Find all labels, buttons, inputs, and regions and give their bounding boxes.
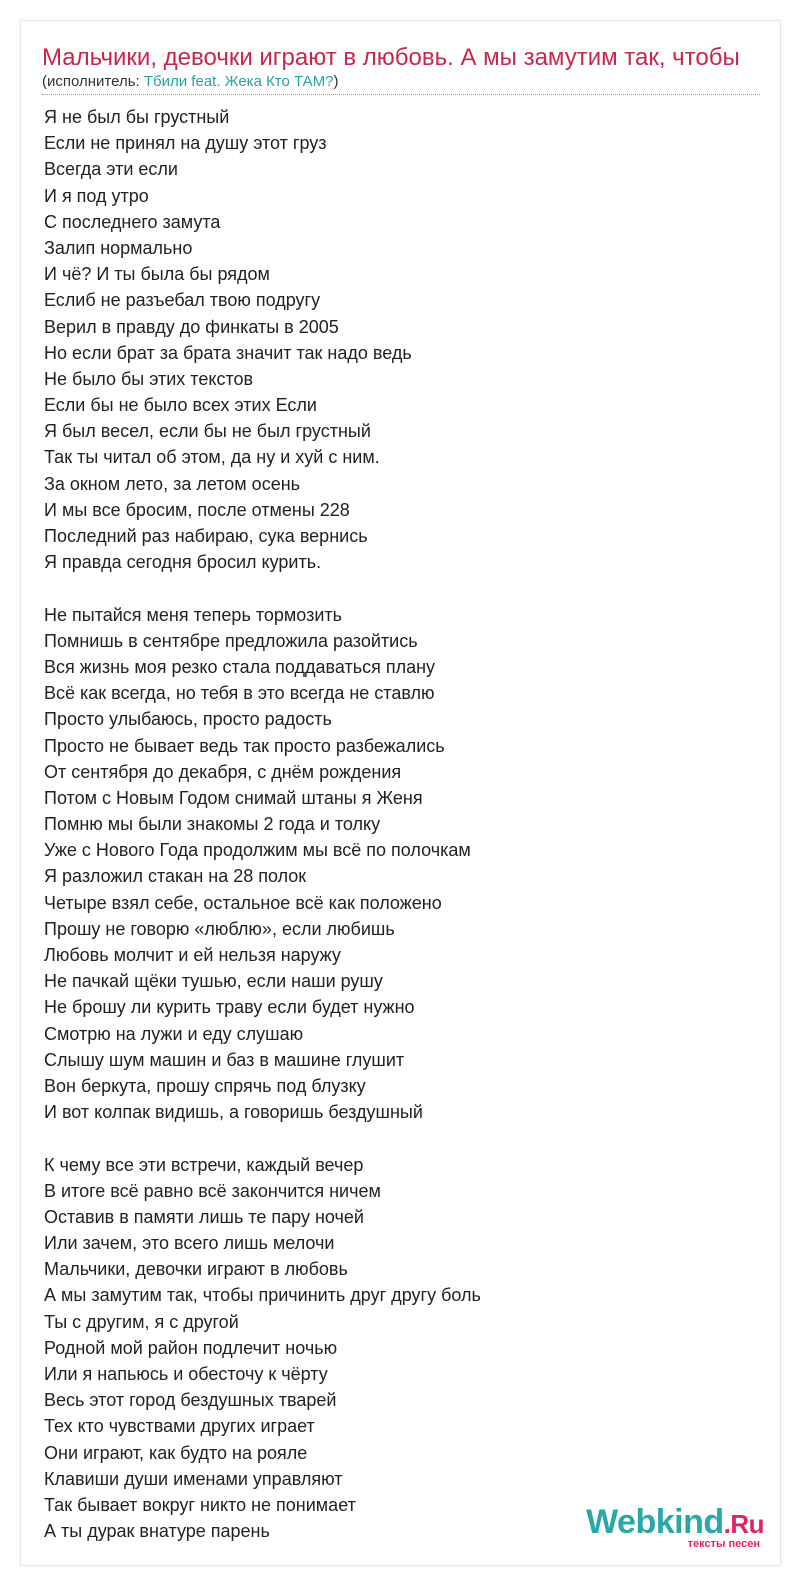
lyric-line: Четыре взял себе, остальное всё как положено [44,892,442,913]
lyric-line: Еслиб не разъебал твою подругу [44,290,321,311]
lyric-line: Родной мой район подлечит ночью [44,1337,338,1358]
lyric-line: Всегда эти если [44,159,178,180]
lyric-line: Не брошу ли курить траву если будет нужно [44,997,415,1018]
lyric-line: А мы замутим так, чтобы причинить друг другу боль [44,1285,481,1306]
lyric-line: В итоге всё равно всё закончится ничем [44,1180,381,1201]
lyric-line: Клавиши души именами управляют [44,1468,343,1489]
lyric-line: И вот колпак видишь, а говоришь бездушный [44,1102,423,1123]
lyric-line: Всё как всегда, но тебя в это всегда не ставлю [44,683,435,704]
lyric-line: А ты дурак внатуре парень [44,1521,270,1542]
lyrics-body [44,104,744,1544]
lyric-line: Просто не бывает ведь так просто разбежались [44,735,445,756]
lyric-line: Или я напьюсь и обесточу к чёрту [44,1364,328,1384]
artist-line [42,73,339,91]
lyric-line: Прошу не говорю «люблю», если любишь [44,918,395,939]
lyric-line: От сентября до декабря, с днём рождения [44,761,402,782]
lyric-line: К чему все эти встречи, каждый вечер [44,1154,364,1175]
lyric-line: И я под утро [44,185,149,206]
lyric-line: Так ты читал об этом, да ну и хуй с ним. [44,447,380,468]
lyric-line: Но если брат за брата значит так надо ведь [44,342,412,363]
lyric-line: Весь этот город бездушных тварей [44,1390,337,1411]
lyric-line: Я разложил стакан на 28 полок [44,866,307,887]
title-divider [42,94,760,95]
lyric-line: Я был весел, если бы не был грустный [44,421,371,442]
lyric-line: Не пачкай щёки тушью, если наши рушу [44,971,383,992]
lyric-line: Не пытайся меня теперь тормозить [44,604,343,625]
lyric-line: Любовь молчит и ей нельзя наружу [44,945,341,965]
logo-brand-main: Webkind [586,1503,724,1541]
lyric-line: Смотрю на лужи и еду слушаю [44,1023,304,1044]
lyric-line: Если бы не было всех этих Если [44,395,317,416]
song-title: Мальчики, девочки играют в любовь. А мы замутим так, чтобы [42,44,740,71]
lyric-line: И чё? И ты была бы рядом [44,264,270,285]
lyric-line: Залип нормально [44,237,193,258]
lyric-line: Так бывает вокруг никто не понимает [44,1494,356,1515]
logo-tagline: тексты песен [687,1538,760,1550]
lyric-line: Они играют, как будто на рояле [44,1442,308,1463]
logo-brand-tld: .Ru [723,1509,764,1539]
lyric-line: Ты с другим, я с другой [44,1311,239,1332]
lyric-line: Не было бы этих текстов [44,368,254,389]
lyric-line: С последнего замута [44,211,221,232]
lyric-line: Просто улыбаюсь, просто радость [44,709,332,730]
lyric-line: Потом с Новым Годом снимай штаны я Женя [44,787,423,808]
lyric-line: И мы все бросим, после отмены 228 [44,499,350,520]
lyric-line: Я не был бы грустный [44,107,230,127]
lyric-line: За окном лето, за летом осень [44,473,301,494]
lyric-line: Вон беркута, прошу спрячь под блузку [44,1075,366,1096]
lyric-line: Уже с Нового Года продолжим мы всё по полочкам [44,840,471,861]
lyric-line: Оставив в памяти лишь те пару ночей [44,1206,364,1227]
lyric-line: Я правда сегодня бросил курить. [44,552,322,573]
stanza-gap [44,1125,744,1151]
lyric-line: Или зачем, это всего лишь мелочи [44,1233,335,1254]
site-logo[interactable] [586,1504,764,1550]
lyric-line: Последний раз набираю, сука вернись [44,526,368,546]
lyric-line: Помню мы были знакомы 2 года и толку [44,814,381,835]
artist-prefix: (исполнитель: [42,73,144,90]
artist-suffix: ) [333,73,339,90]
lyric-line: Слышу шум машин и баз в машине глушит [44,1049,405,1070]
artist-link[interactable]: Тбили feat. Жека Кто ТАМ? [143,73,334,90]
lyric-line: Мальчики, девочки играют в любовь [44,1259,348,1280]
lyric-line: Если не принял на душу этот груз [44,133,327,154]
lyric-line: Вся жизнь моя резко стала поддаваться плану [44,656,436,677]
lyric-line: Верил в правду до финкаты в 2005 [44,316,339,337]
logo-wordmark [586,1504,764,1542]
stanza-gap [44,575,744,601]
lyric-line: Помнишь в сентябре предложила разойтись [44,630,418,651]
lyric-line: Тех кто чувствами других играет [44,1416,315,1437]
